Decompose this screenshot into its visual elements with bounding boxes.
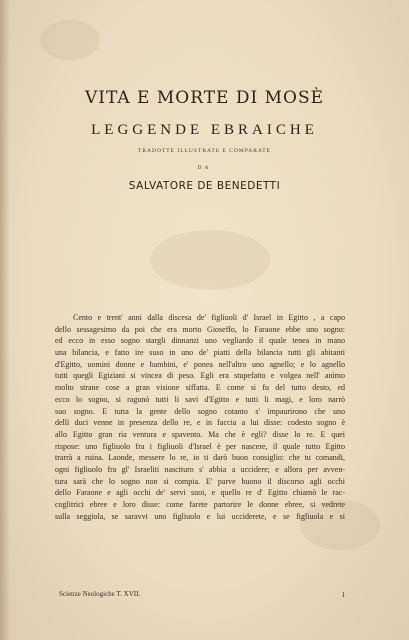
text-line: Cento e trent' anni dalla discesa de' figliuoli d' Israel in Egitto , a capo <box>73 313 345 322</box>
paper-stain <box>150 230 270 290</box>
text-line: dello sessagesimo da poi che era morto Gioseffo, lo Faraone ebbe uno sogno: <box>55 324 345 334</box>
body-text <box>55 312 345 522</box>
text-line: ed ecco in esso sogno stargli dinnanzi uno vegliardo il quale tenea in mano <box>55 336 345 346</box>
text-line: d'Egitto, uomini donne e bambini, e' ponea nell'altro uno agnello; e lo agnello <box>55 359 345 369</box>
page-title: VITA E MORTE DI MOSÈ <box>84 88 325 108</box>
author-name: SALVATORE DE BENEDETTI <box>128 180 281 192</box>
text-line: ecco lo sogno, si ragunò tutti li savi d'Egitto e tutti li magi, e loro narrò <box>55 394 345 404</box>
text-line: allo Egitto gran ria ventura e spavento. Ma che è egli? disse lo re. E quei <box>55 429 345 439</box>
page-subtitle: LEGGENDE EBRAICHE <box>91 122 318 138</box>
text-line: rispose: uno figliuolo fra i figliuoli d'Israel è per nascere, il quale tutto Egitto <box>55 441 345 451</box>
text-line: tura sarà che lo sogno non si compia. E' parve buono il discorso agli occhi <box>55 476 345 486</box>
text-line: ogni figliuolo fra gl' Israeliti nascituro s' abbia a uccidere; e allora per avven- <box>55 464 345 474</box>
text-line: tutti quegli Egiziani si vincea di peso. Egli era stupefatto e volgea nell' animo <box>55 371 345 381</box>
paper-stain <box>40 20 100 60</box>
text-line: sulla seggiola, se saravvi uno figliuolo e lui ucciderete, e se figliuola e si <box>55 511 345 521</box>
footer-signature: Scienze Neologiche T. XVII. <box>59 590 141 598</box>
text-line: una bilancia, e fatto ire suso in uno de' piatti della bilancia tutti gli abitanti <box>55 348 345 358</box>
da-line: DA <box>197 165 212 171</box>
page-number: 1 <box>341 591 345 599</box>
text-line: dello Faraone e agli occhi de' servi suoi, e quello re d' Egitto chiamò le rac- <box>55 488 345 498</box>
text-line: molto strane cose a gran visione siffatta. E come si fu del tutto desto, ed <box>55 383 345 393</box>
text-line: coglitrici ebree e loro disse: come farete partorire le donne ebree, si vedrete <box>55 500 345 509</box>
text-line: trarrà a ruina. Laonde, messere lo re, io ti darò buon consiglio: che tu comandi, <box>55 453 345 463</box>
text-line: suo sogno. E tutta la gente dello sogno cotanto s' impaurirono che uno <box>55 406 345 416</box>
text-line: delli duci venne in presenza dello re, e in faccia a lui disse: codesto sogno è <box>55 418 345 428</box>
translated-line: TRADOTTE ILLUSTRATE E COMPARATE <box>137 148 271 154</box>
